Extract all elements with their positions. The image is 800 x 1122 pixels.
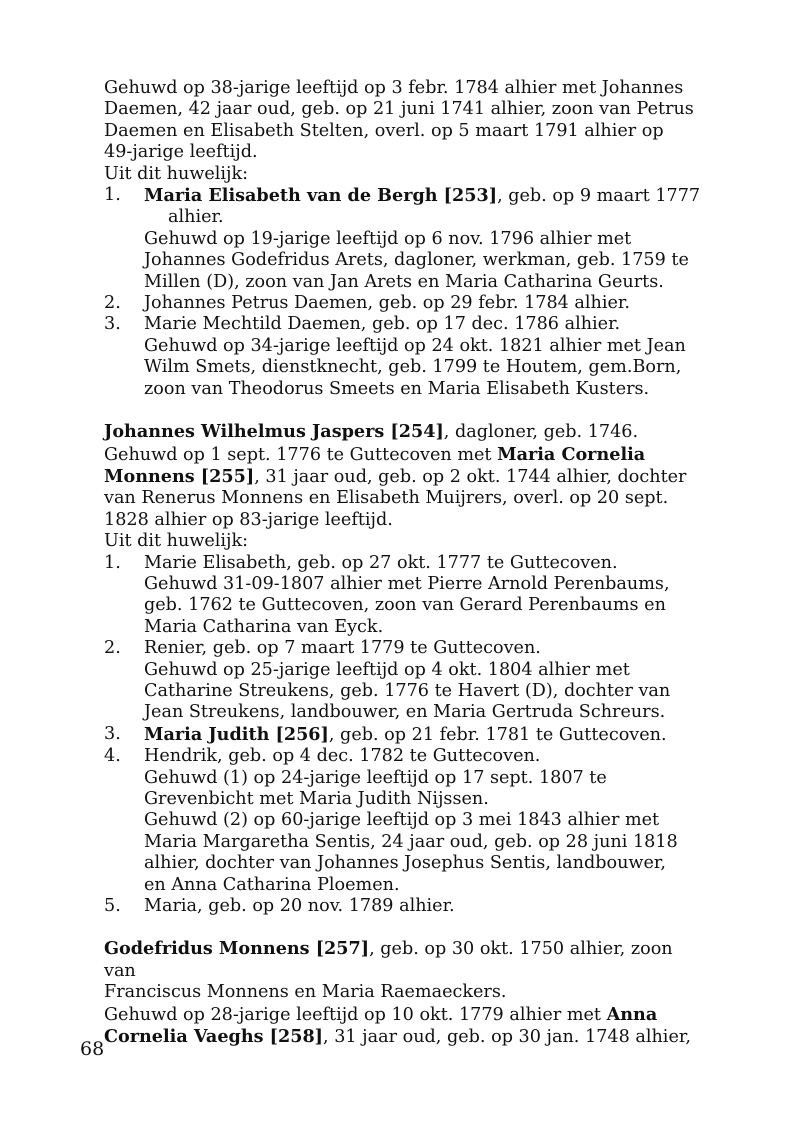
spouse-name: Anna xyxy=(606,1003,658,1025)
list-item xyxy=(104,638,704,724)
text-line: alhier. xyxy=(168,207,224,228)
list-item xyxy=(104,293,704,314)
text-line: Jean Streukens, landbouwer, en Maria Gertruda Schreurs. xyxy=(144,702,666,723)
text-line: Marie Elisabeth, geb. op 27 okt. 1777 te Guttecoven. xyxy=(144,552,618,573)
list-item xyxy=(104,724,704,746)
text-line: Grevenbicht met Maria Judith Nijssen. xyxy=(144,789,489,809)
text-line: Renier, geb. op 7 maart 1779 te Guttecoven. xyxy=(144,638,541,659)
text-line: geb. 1762 te Guttecoven, zoon van Gerard Perenbaums en xyxy=(144,595,666,616)
text-line: Maria, geb. op 20 nov. 1789 alhier. xyxy=(144,896,455,917)
text-line: Millen (D), zoon van Jan Arets en Maria Catharina Geurts. xyxy=(144,271,664,292)
text-line: alhier, dochter van Johannes Josephus Sentis, landbouwer, xyxy=(144,853,666,874)
text-line: Wilm Smets, dienstknecht, geb. 1799 te Houtem, gem.Born, xyxy=(144,357,682,378)
person-name: Maria Elisabeth van de Bergh [253] xyxy=(144,185,498,207)
spouse-name: Monnens [255] xyxy=(104,465,255,487)
children-heading: Uit dit huwelijk: xyxy=(104,531,249,552)
spouse-name: Maria Cornelia xyxy=(497,443,646,465)
text-line: 49-jarige leeftijd. xyxy=(104,142,258,163)
text-line: Gehuwd op 25-jarige leeftijd op 4 okt. 1804 alhier met xyxy=(144,659,630,680)
person-name: Godefridus Monnens [257] xyxy=(104,938,370,960)
text-line: Gehuwd op 38-jarige leeftijd op 3 febr. 1784 alhier met Johannes xyxy=(104,78,684,98)
list-item xyxy=(104,896,704,917)
text-line: Gehuwd op 19-jarige leeftijd op 6 nov. 1796 alhier met xyxy=(144,228,632,249)
text-line: Maria Catharina van Eyck. xyxy=(144,616,384,637)
text-line: Maria Margaretha Sentis, 24 jaar oud, geb. op 28 juni 1818 xyxy=(144,831,678,852)
list-item xyxy=(104,314,704,400)
text-line: Johannes Godefridus Arets, dagloner, werkman, geb. 1759 te xyxy=(144,250,689,271)
item-number: 1. xyxy=(104,185,121,206)
item-number: 2. xyxy=(104,293,121,314)
item-number: 3. xyxy=(104,314,121,335)
text-span: , 31 jaar oud, geb. op 2 okt. 1744 alhier, dochter xyxy=(254,466,687,487)
text-span: , 31 jaar oud, geb. op 30 jan. 1748 alhier, xyxy=(323,1027,691,1048)
text-span: Gehuwd op 1 sept. 1776 te Guttecoven met xyxy=(104,444,498,465)
person-name: Johannes Wilhelmus Jaspers [254] xyxy=(104,421,444,443)
list-item xyxy=(104,553,704,639)
list-item xyxy=(104,185,704,293)
item-number: 4. xyxy=(104,746,121,767)
text-line: Gehuwd op 34-jarige leeftijd op 24 okt. 1821 alhier met Jean xyxy=(144,335,686,356)
text-line: zoon van Theodorus Smeets en Maria Elisabeth Kusters. xyxy=(144,378,650,399)
text-line: Johannes Petrus Daemen, geb. op 29 febr. 1784 alhier. xyxy=(144,293,630,314)
page-number: 68 xyxy=(80,1038,105,1060)
text-line: Franciscus Monnens en Maria Raemaeckers. xyxy=(104,982,507,1003)
text-line: Catharine Streukens, geb. 1776 te Havert (D), dochter van xyxy=(144,680,671,701)
text-span: , geb. op 21 febr. 1781 te Guttecoven. xyxy=(328,724,667,745)
text-line: Gehuwd 31-09-1807 alhier met Pierre Arnold Perenbaums, xyxy=(144,573,670,594)
text-span: , geb. op 9 maart 1777 xyxy=(497,186,701,207)
text-line: Daemen, 42 jaar oud, geb. op 21 juni 1741 alhier, zoon van Petrus xyxy=(104,99,694,120)
text-line: Gehuwd (2) op 60-jarige leeftijd op 3 mei 1843 alhier met xyxy=(144,810,660,831)
text-span: , geb. op 30 okt. 1750 alhier, zoon van xyxy=(104,939,673,981)
page-body xyxy=(104,78,704,1048)
text-span: Gehuwd op 28-jarige leeftijd op 10 okt. 1779 alhier met xyxy=(104,1004,607,1025)
text-line: 1828 alhier op 83-jarige leeftijd. xyxy=(104,509,393,530)
item-number: 3. xyxy=(104,723,121,744)
item-number: 1. xyxy=(104,552,121,573)
person-name: Maria Judith [256] xyxy=(144,723,329,745)
text-line: Marie Mechtild Daemen, geb. op 17 dec. 1786 alhier. xyxy=(144,314,621,335)
text-span: , dagloner, geb. 1746. xyxy=(443,422,639,443)
spouse-name: Cornelia Vaeghs [258] xyxy=(104,1026,324,1048)
text-line: van Renerus Monnens en Elisabeth Muijrers, overl. op 20 sept. xyxy=(104,488,669,509)
item-number: 2. xyxy=(104,638,121,659)
item-number: 5. xyxy=(104,896,121,917)
text-line: Gehuwd (1) op 24-jarige leeftijd op 17 sept. 1807 te xyxy=(144,767,607,788)
list-item xyxy=(104,746,704,896)
text-line: en Anna Catharina Ploemen. xyxy=(144,874,400,895)
children-heading: Uit dit huwelijk: xyxy=(104,163,249,184)
text-line: Daemen en Elisabeth Stelten, overl. op 5 maart 1791 alhier op xyxy=(104,120,664,141)
text-line: Hendrik, geb. op 4 dec. 1782 te Guttecoven. xyxy=(144,746,541,767)
